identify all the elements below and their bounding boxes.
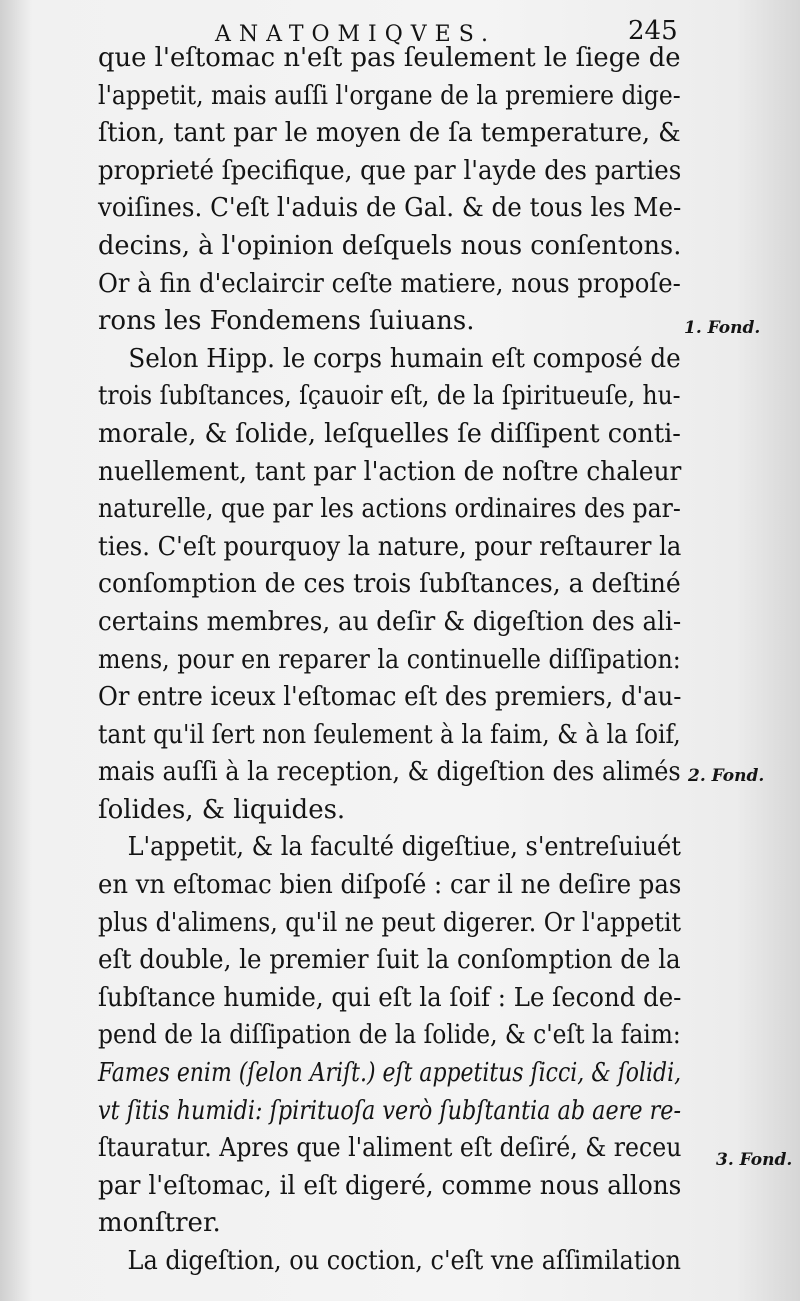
text-line: ſtion, tant par le moyen de ſa temperature, & — [98, 118, 681, 149]
text-line: pend de la diſſipation de la ſolide, & c'eſt la faim: — [98, 1020, 681, 1051]
text-line: conſomption de ces trois ſubſtances, a deſtiné — [98, 569, 681, 600]
text-line: l'appetit, mais auſſi l'organe de la premiere dige- — [98, 80, 681, 111]
text-line: decins, à l'opinion deſquels nous conſentons. — [98, 230, 682, 261]
text-line: naturelle, que par les actions ordinaires des par- — [98, 494, 681, 525]
text-line: trois ſubſtances, ſçauoir eſt, de la ſpiritueuſe, hu- — [98, 381, 681, 412]
text-line: mens, pour en reparer la continuelle diſſipation: — [98, 644, 681, 675]
text-line: certains membres, au deſir & digeſtion des ali- — [98, 606, 682, 637]
margin-note-2: 2. Fond. — [688, 766, 765, 786]
margin-note-3: 3. Fond. — [716, 1150, 793, 1170]
text-line: tant qu'il ſert non ſeulement à la faim, & à la ſoif, — [98, 719, 681, 750]
text-line: voiſines. C'eſt l'aduis de Gal. & de tous les Me- — [98, 193, 682, 224]
text-line: monſtrer. — [98, 1208, 221, 1239]
running-title: ANATOMIQVES. — [215, 22, 497, 47]
text-line: ſolides, & liquides. — [98, 794, 346, 825]
text-line: ſubſtance humide, qui eſt la ſoif : Le ſecond de- — [98, 982, 682, 1013]
text-line: plus d'alimens, qu'il ne peut digerer. Or l'appetit — [98, 907, 681, 938]
margin-note-1: 1. Fond. — [684, 318, 761, 338]
latin-quote-line: vt ſitis humidi: ſpirituoſa verò ſubſtantia ab aere re- — [98, 1095, 681, 1126]
text-line: proprieté ſpecifique, que par l'ayde des parties — [98, 155, 682, 186]
text-line: rons les Fondemens ſuiuans. — [98, 306, 475, 337]
text-line: Selon Hipp. le corps humain eſt composé de — [128, 343, 681, 374]
text-line: en vn eſtomac bien diſpoſé : car il ne deſire pas — [98, 870, 682, 901]
latin-quote-line: Fames enim (ſelon Ariſt.) eſt appetitus ſicci, & ſolidi, — [98, 1058, 682, 1089]
text-line: morale, & ſolide, leſquelles ſe diſſipent conti- — [98, 418, 681, 449]
text-line: par l'eſtomac, il eſt digeré, comme nous allons — [98, 1170, 682, 1201]
text-line: ſtauratur. Apres que l'aliment eſt deſiré, & receu — [98, 1133, 682, 1164]
text-line: Or entre iceux l'eſtomac eſt des premiers, d'au- — [98, 682, 682, 713]
text-line: ties. C'eſt pourquoy la nature, pour reſtaurer la — [98, 531, 682, 562]
body-text — [98, 40, 683, 1281]
text-line: Or à fin d'eclaircir ceſte matiere, nous propoſe- — [98, 268, 681, 299]
text-line: La digeſtion, ou coction, c'eſt vne aſſimilation — [127, 1246, 682, 1276]
text-line: que l'eſtomac n'eſt pas ſeulement le ſiege de — [98, 43, 681, 73]
text-line: L'appetit, & la faculté digeſtiue, s'entreſuiuét — [127, 832, 681, 863]
text-line: mais auſſi à la reception, & digeſtion des alimés — [98, 757, 681, 788]
text-line: nuellement, tant par l'action de noſtre chaleur — [98, 456, 682, 487]
page-number: 245 — [628, 16, 678, 46]
text-line: eſt double, le premier ſuit la conſomption de la — [98, 945, 681, 976]
